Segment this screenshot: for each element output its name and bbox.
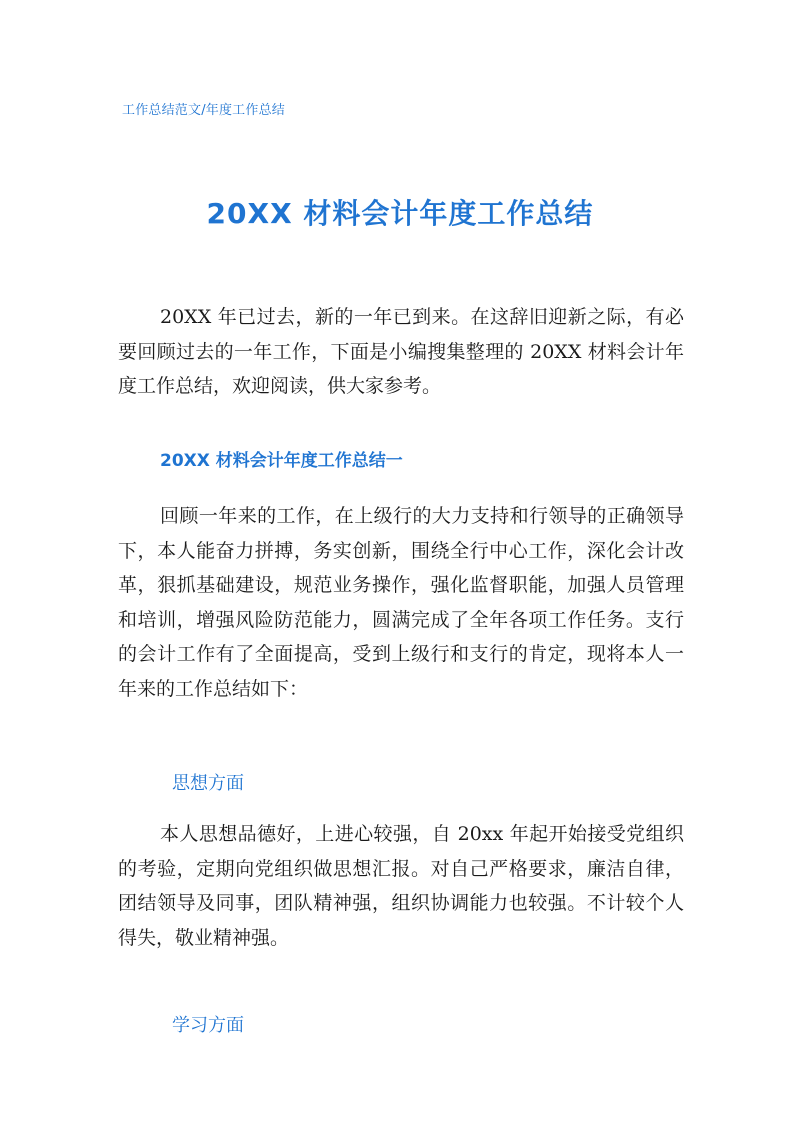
subsection-heading-study: 学习方面	[172, 1015, 244, 1036]
section-heading: 20XX 材料会计年度工作总结一	[160, 451, 403, 471]
section-paragraph: 回顾一年来的工作，在上级行的大力支持和行领导的正确领导下，本人能奋力拼搏，务实创新，围绕全行中心工作，深化会计改革，狠抓基础建设，规范业务操作，强化监督职能，加强人员管理和培训，增强风险防范能力，圆满完成了全年各项工作任务。支行的会计工作有了全面提高，受到上级行和支行的肯定，现将本人一年来的工作总结如下：	[118, 505, 684, 700]
document-title: 20XX 材料会计年度工作总结	[206, 197, 594, 230]
intro-paragraph: 20XX 年已过去，新的一年已到来。在这辞旧迎新之际，有必要回顾过去的一年工作，下面是小编搜集整理的 20XX 材料会计年度工作总结，欢迎阅读，供大家参考。	[118, 306, 684, 397]
breadcrumb: 工作总结范文/年度工作总结	[122, 103, 285, 118]
subsection-paragraph-thought: 本人思想品德好，上进心较强，自 20xx 年起开始接受党组织的考验，定期向党组织做思想汇报。对自己严格要求，廉洁自律，团结领导及同事，团队精神强，组织协调能力也较强。不计较个人得失，敬业精神强。	[118, 823, 684, 949]
subsection-heading-thought: 思想方面	[172, 773, 244, 794]
